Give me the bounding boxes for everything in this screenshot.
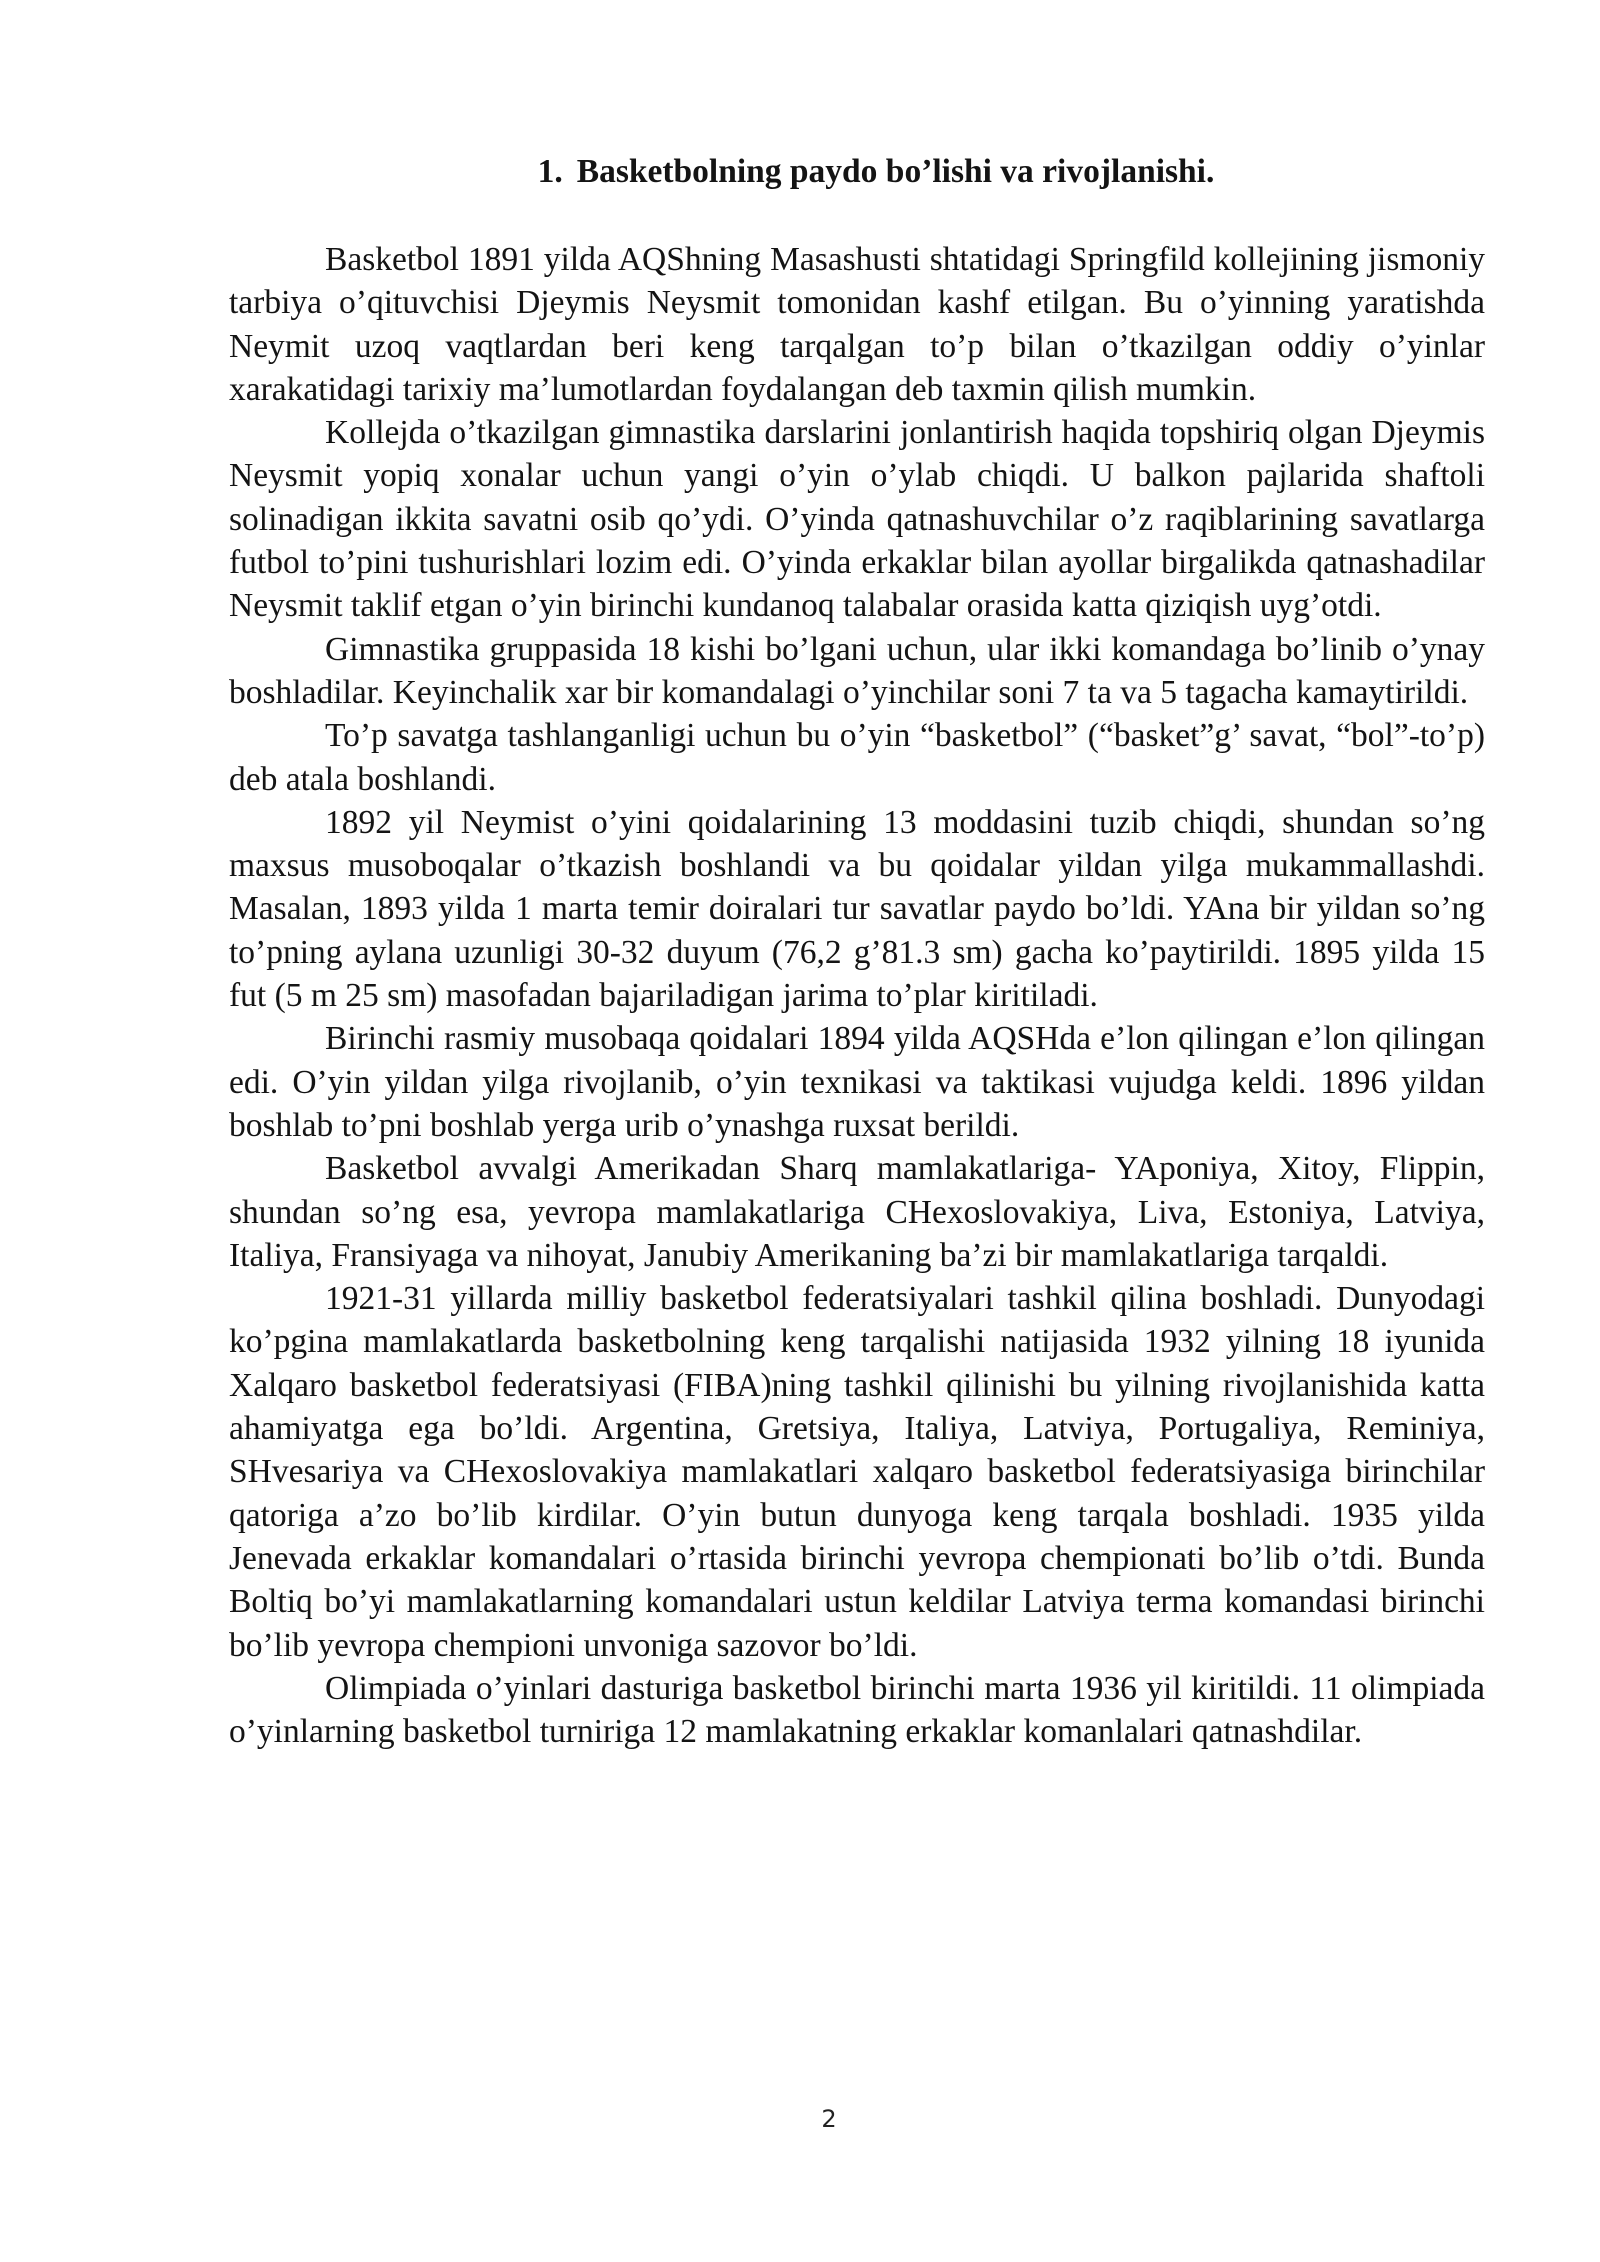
heading-text: Basketbolning paydo bo’lishi va rivojlanishi. (576, 153, 1215, 190)
heading-number: 1. (537, 153, 563, 190)
page-body (229, 150, 1485, 1753)
paragraph-olympics: Olimpiada o’yinlari dasturiga basketbol birinchi marta 1936 yil kiritildi. 11 olimpiada o’yinlarning basketbol turniriga 12 mamlakatning erkaklar komanlalari qatnashdilar. (229, 1669, 1485, 1751)
section-heading (229, 150, 1485, 193)
paragraph-invention: Basketbol 1891 yilda AQShning Masashusti shtatidagi Springfild kollejining jismoniy tarbiya o’qituvchisi Djeymis Neysmit tomonidan kashf etilgan. Bu o’yinning yaratishda Neymit uzoq vaqtlardan beri keng tarqalgan to’p bilan o’tkazilgan oddiy o’yinlar xarakatidagi tarixiy ma’lumotlardan foydalangan deb taxmin qilish mumkin. (229, 241, 1485, 408)
paragraph-teams: Gimnastika gruppasida 18 kishi bo’lgani uchun, ular ikki komandaga bo’linib o’ynay boshladilar. Keyinchalik xar bir komandalagi o’yinchilar soni 7 ta va 5 tagacha kamaytirildi. (229, 630, 1485, 711)
paragraph-name-origin: To’p savatga tashlanganligi uchun bu o’yin “basketbol” (“basket”g’ savat, “bol”-to’p) deb atala boshlandi. (229, 717, 1485, 798)
paragraph-spread: Basketbol avvalgi Amerikadan Sharq mamlakatlariga- YAponiya, Xitoy, Flippin, shundan so’ng esa, yevropa mamlakatlariga CHexoslovakiya, Liva, Estoniya, Latviya, Italiya, Fransiyaga va nihoyat, Janubiy Amerikaning ba’zi bir mamlakatlariga tarqaldi. (229, 1150, 1485, 1274)
paragraph-rules-1892: 1892 yil Neymist o’yini qoidalarining 13 moddasini tuzib chiqdi, shundan so’ng maxsus musoboqalar o’tkazish boshlandi va bu qoidalar yildan yilga mukammallashdi. Masalan, 1893 yilda 1 marta temir doiralari tur savatlar paydo bo’ldi. YAna bir yildan so’ng to’pning aylana uzunligi 30-32 duyum (76,2 g’81.3 sm) gacha ko’paytirildi. 1895 yilda 15 fut (5 m 25 sm) masofadan bajariladigan jarima to’plar kiritiladi. (229, 803, 1485, 1015)
paragraph-official-rules: Birinchi rasmiy musobaqa qoidalari 1894 yilda AQSHda e’lon qilingan e’lon qilingan edi. O’yin yildan yilga rivojlanib, o’yin texnikasi va taktikasi vujudga keldi. 1896 yildan boshlab to’pni boshlab yerga urib o’ynashga ruxsat berildi. (229, 1020, 1485, 1144)
paragraph-gymnastics-lessons: Kollejda o’tkazilgan gimnastika darslarini jonlantirish haqida topshiriq olgan Djeymis Neysmit yopiq xonalar uchun yangi o’yin o’ylab chiqdi. U balkon pajlarida shaftoli solinadigan ikkita savatni osib qo’ydi. O’yinda qatnashuvchilar o’z raqiblarining savatlarga futbol to’pini tushurishlari lozim edi. O’yinda erkaklar bilan ayollar birgalikda qatnashadilar Neysmit taklif etgan o’yin birinchi kundanoq talabalar orasida katta qiziqish uyg’otdi. (229, 414, 1485, 625)
page-number: 2 (821, 2105, 837, 2133)
paragraph-fiba: 1921-31 yillarda milliy basketbol federatsiyalari tashkil qilina boshladi. Dunyodagi ko’pgina mamlakatlarda basketbolning keng tarqalishi natijasida 1932 yilning 18 iyunida Xalqaro basketbol federatsiyasi (FIBA)ning tashkil qilinishi bu yilning rivojlanishida katta ahamiyatga ega bo’ldi. Argentina, Gretsiya, Italiya, Latviya, Portugaliya, Reminiya, SHvesariya va CHexoslovakiya mamlakatlari xalqaro basketbol federatsiyasiga birinchilar qatoriga a’zo bo’lib kirdilar. O’yin butun dunyoga keng tarqala boshladi. 1935 yilda Jenevada erkaklar komandalari o’rtasida birinchi yevropa chempionati bo’lib o’tdi. Bunda Boltiq bo’yi mamlakatlarning komandalari ustun keldilar Latviya terma komandasi birinchi bo’lib yevropa chempioni unvoniga sazovor bo’ldi. (229, 1280, 1485, 1664)
